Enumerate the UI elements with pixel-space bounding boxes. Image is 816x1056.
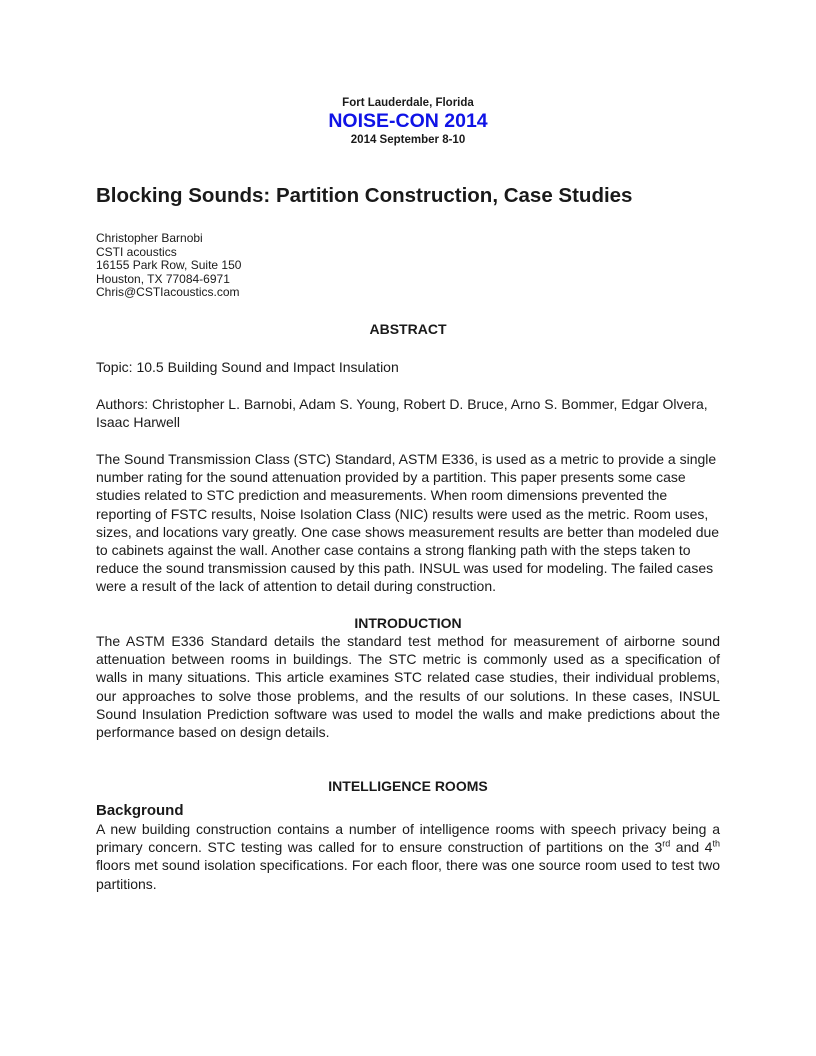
body-text-part-1: A new building construction contains a number of intelligence rooms with speech privacy being a primary concern. STC testing was called for to ensure construction of partitions on the 3: [96, 821, 720, 856]
abstract-heading: ABSTRACT: [369, 321, 447, 337]
ordinal-th: th: [712, 838, 720, 849]
paper-title: Blocking Sounds: Partition Construction, Case Studies: [96, 184, 633, 207]
introduction-heading: INTRODUCTION: [354, 615, 462, 631]
author-email: Chris@CSTIacoustics.com: [96, 285, 240, 299]
abstract-authors: Authors: Christopher L. Barnobi, Adam S. Young, Robert D. Bruce, Arno S. Bommer, Edgar Olvera, Isaac Harwell: [96, 396, 708, 431]
abstract-topic: Topic: 10.5 Building Sound and Impact Insulation: [96, 359, 399, 375]
conference-dates: 2014 September 8-10: [350, 134, 466, 146]
conference-header: [96, 96, 720, 147]
intelligence-rooms-heading: INTELLIGENCE ROOMS: [328, 778, 488, 794]
conference-location: Fort Lauderdale, Florida: [342, 97, 474, 109]
conference-name: NOISE-CON 2014: [328, 110, 488, 132]
intelligence-rooms-body: [96, 820, 720, 893]
author-affiliation: CSTI acoustics: [96, 244, 177, 259]
ordinal-rd: rd: [662, 838, 671, 849]
author-name: Christopher Barnobi: [96, 231, 203, 245]
introduction-body: The ASTM E336 Standard details the standard test method for measurement of airborne sound attenuation between rooms in buildings. The STC metric is commonly used as a specification of walls in many situations. This article examines STC related case studies, their individual problems, our approaches to solve those problems, and the results of our solutions. In these cases, INSUL Sound Insulation Prediction software was used to model the walls and make predictions about the performance based on design details.: [96, 633, 720, 741]
author-address-city: Houston, TX 77084-6971: [96, 271, 230, 286]
background-subheading: Background: [96, 802, 184, 819]
body-text-part-3: floors met sound isolation specifications. For each floor, there was one source room used to test two partitions.: [96, 857, 720, 892]
abstract-body: The Sound Transmission Class (STC) Standard, ASTM E336, is used as a metric to provide a single number rating for the sound attenuation provided by a partition. This paper presents some case studies related to STC prediction and measurements. When room dimensions prevented the reporting of FSTC results, Noise Isolation Class (NIC) results were used as the metric. Room uses, sizes, and locations vary greatly. One case shows measurement results are better than modeled due to cabinets against the wall. Another case contains a strong flanking path with the steps taken to reduce the sound transmission caused by this path. INSUL was used for modeling. The failed cases were a result of the lack of attention to detail during construction.: [96, 451, 720, 595]
body-text-part-2: and 4: [670, 839, 713, 856]
author-address-street: 16155 Park Row, Suite 150: [96, 258, 242, 272]
author-block: [96, 232, 241, 300]
